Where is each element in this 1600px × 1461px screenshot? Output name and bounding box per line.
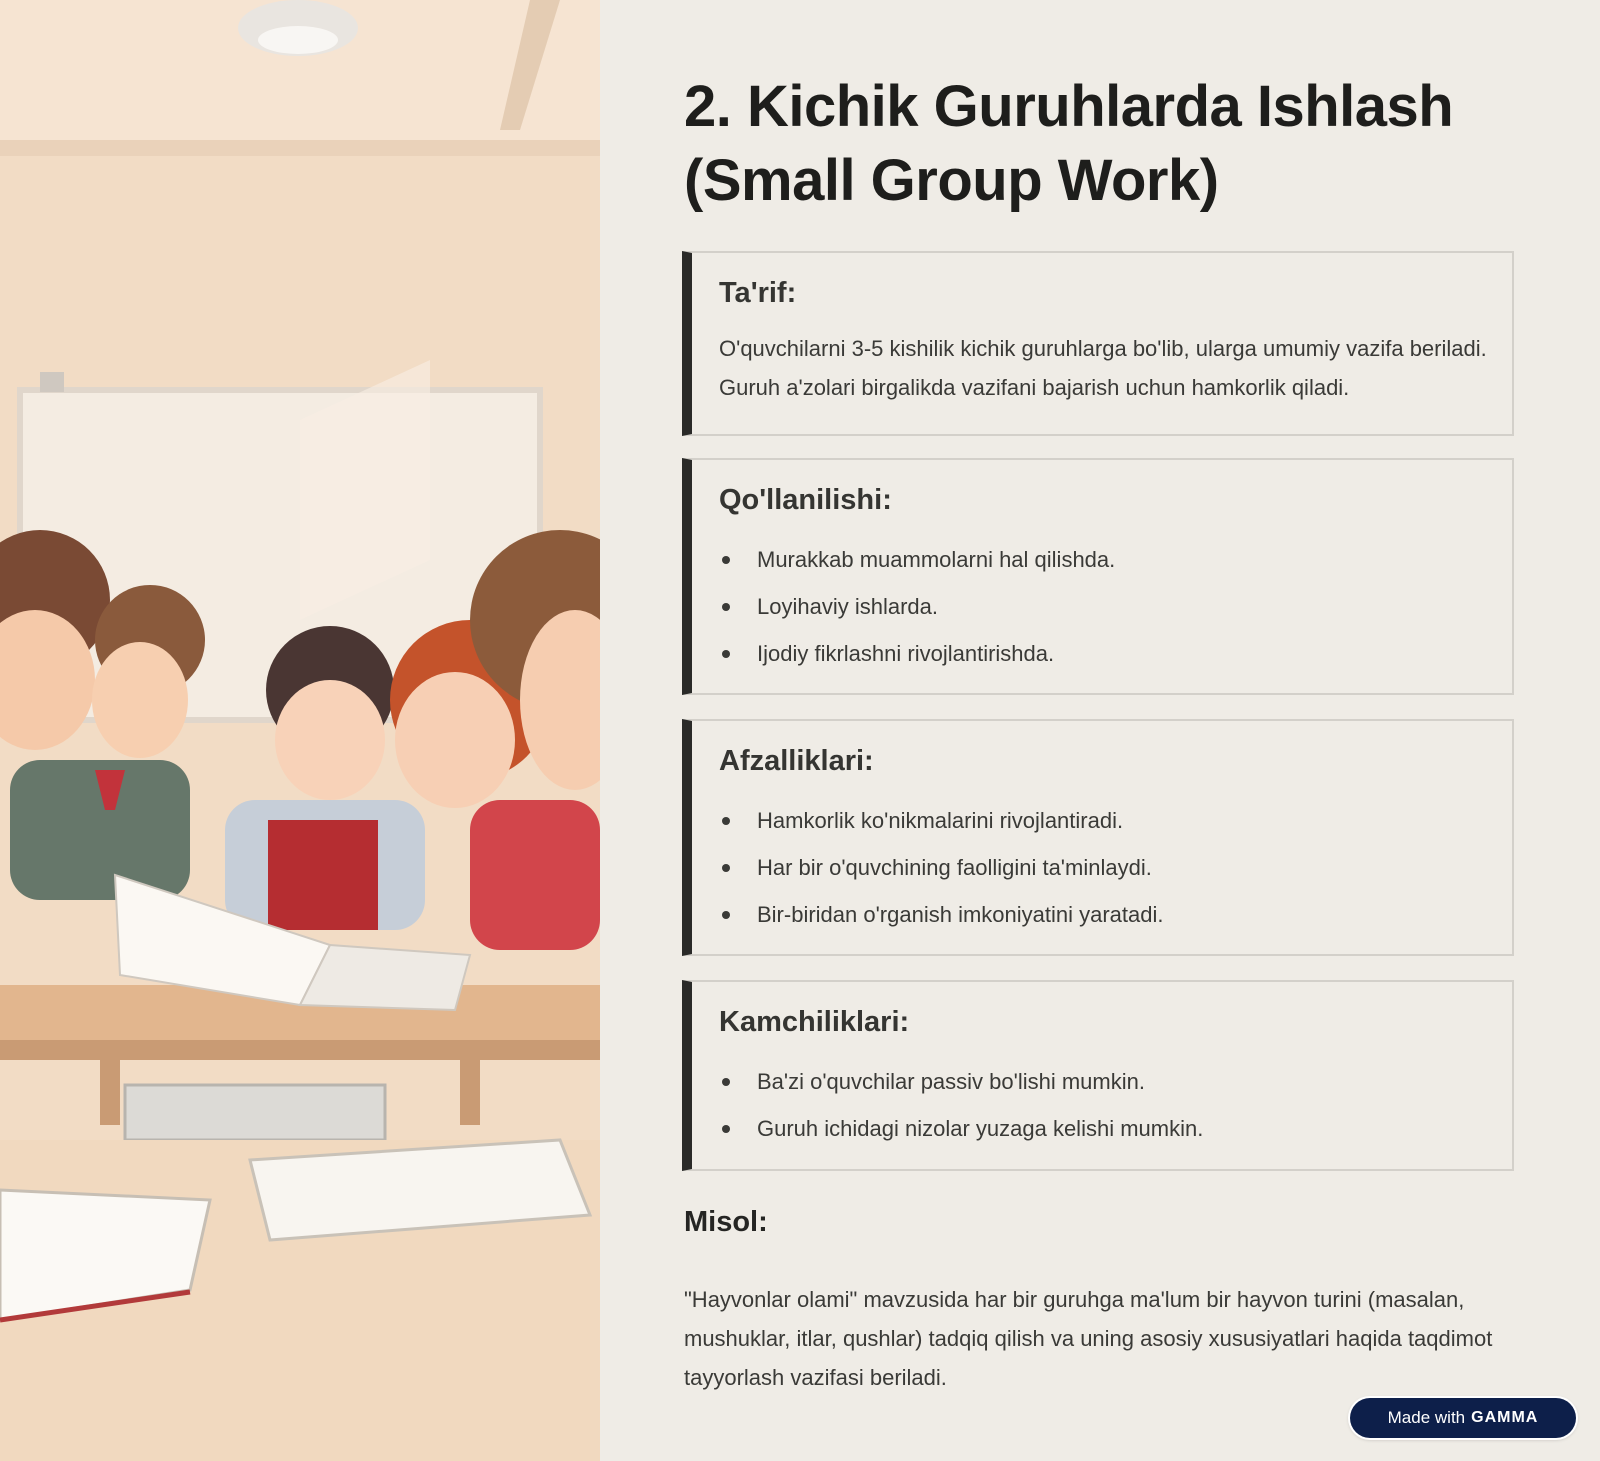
definition-card <box>682 251 1514 436</box>
list-item: Hamkorlik ko'nikmalarini rivojlantiradi. <box>719 797 1499 844</box>
disadvantages-card <box>682 980 1514 1171</box>
gamma-logo: GAMMA <box>1471 1409 1539 1426</box>
usage-heading: Qo'llanilishi: <box>719 484 892 516</box>
usage-card <box>682 458 1514 695</box>
page-title: 2. Kichik Guruhlarda Ishlash (Small Group Work) <box>684 74 1454 213</box>
advantages-list <box>719 797 1499 938</box>
list-item: Bir-biridan o'rganish imkoniyatini yaratadi. <box>719 891 1499 938</box>
advantages-heading: Afzalliklari: <box>719 745 874 777</box>
list-item: Guruh ichidagi nizolar yuzaga kelishi mumkin. <box>719 1105 1499 1152</box>
content-panel <box>600 0 1600 1461</box>
made-with-gamma-badge[interactable] <box>1350 1398 1576 1438</box>
definition-text: O'quvchilarni 3-5 kishilik kichik guruhlarga bo'lib, ularga umumiy vazifa beriladi. Guruh a'zolari birgalikda vazifani bajarish uchun hamkorlik qiladi. <box>719 336 1487 400</box>
list-item: Har bir o'quvchining faolligini ta'minlaydi. <box>719 844 1499 891</box>
example-text: "Hayvonlar olami" mavzusida har bir guruhga ma'lum bir hayvon turini (masalan, mushuklar, itlar, qushlar) tadqiq qilish va uning asosiy xususiyatlari haqida taqdimot tayyorlash vazifasi beriladi. <box>684 1287 1493 1390</box>
list-item: Ijodiy fikrlashni rivojlantirishda. <box>719 630 1499 677</box>
definition-heading: Ta'rif: <box>719 277 797 309</box>
disadvantages-heading: Kamchiliklari: <box>719 1006 910 1038</box>
list-item: Loyihaviy ishlarda. <box>719 583 1499 630</box>
disadvantages-list <box>719 1058 1499 1152</box>
list-item: Ba'zi o'quvchilar passiv bo'lishi mumkin. <box>719 1058 1499 1105</box>
list-item: Murakkab muammolarni hal qilishda. <box>719 536 1499 583</box>
advantages-card <box>682 719 1514 956</box>
classroom-illustration <box>0 0 600 1461</box>
usage-list <box>719 536 1499 677</box>
example-heading: Misol: <box>684 1206 768 1238</box>
badge-prefix: Made with <box>1387 1408 1466 1427</box>
